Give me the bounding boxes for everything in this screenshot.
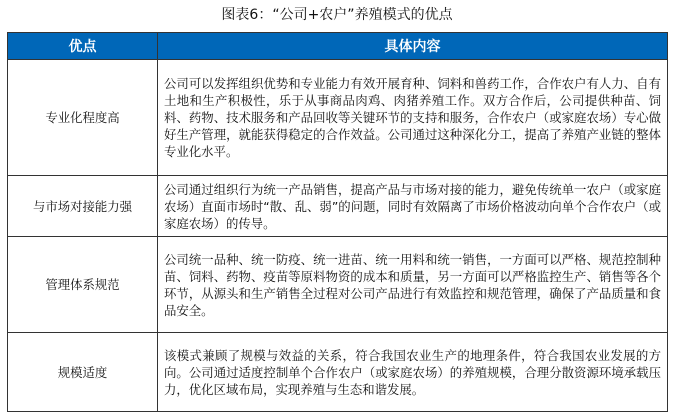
advantages-table — [7, 32, 668, 412]
row-content: 公司通过组织行为统一产品销售，提高产品与市场对接的能力，避免传统单一农户（或家庭农场）直面市场时“散、乱、弱”的问题，同时有效隔离了市场价格波动向单个合作农户（或家庭农场）的传导。 — [158, 176, 668, 237]
table-row — [8, 237, 668, 333]
table-title: 图表6：“公司+农户”养殖模式的优点 — [221, 7, 453, 23]
table-row — [8, 60, 668, 176]
row-content: 该模式兼顾了规模与效益的关系，符合我国农业生产的地理条件，符合我国农业发展的方向。公司通过适度控制单个合作农户（或家庭农场）的养殖规模，合理分散资源环境承载压力，优化区域布局，实现养殖与生态和谐发展。 — [158, 333, 668, 412]
row-content: 公司可以发挥组织优势和专业能力有效开展育种、饲料和兽药工作，合作农户有人力、自有土地和生产积极性，乐于从事商品肉鸡、肉猪养殖工作。双方合作后，公司提供种苗、饲料、药物、技术服务和产品回收等关键环节的支持和服务，合作农户（或家庭农场）专心做好生产管理，就能获得稳定的合作效益。公司通过这种深化分工，提高了养殖产业链的整体专业化水平。 — [158, 60, 668, 176]
row-advantage: 规模适度 — [8, 333, 158, 412]
row-advantage: 与市场对接能力强 — [8, 176, 158, 237]
header-advantage: 优点 — [8, 33, 158, 60]
row-advantage: 管理体系规范 — [8, 237, 158, 333]
table-row — [8, 333, 668, 412]
header-content: 具体内容 — [158, 33, 668, 60]
table-row — [8, 176, 668, 237]
table-header-row — [8, 33, 668, 60]
row-content: 公司统一品种、统一防疫、统一进苗、统一用料和统一销售，一方面可以严格、规范控制种苗、饲料、药物、疫苗等原料物资的成本和质量，另一方面可以严格监控生产、销售等各个环节，从源头和生产销售全过程对公司产品进行有效监控和规范管理，确保了产品质量和食品安全。 — [158, 237, 668, 333]
row-advantage: 专业化程度高 — [8, 60, 158, 176]
